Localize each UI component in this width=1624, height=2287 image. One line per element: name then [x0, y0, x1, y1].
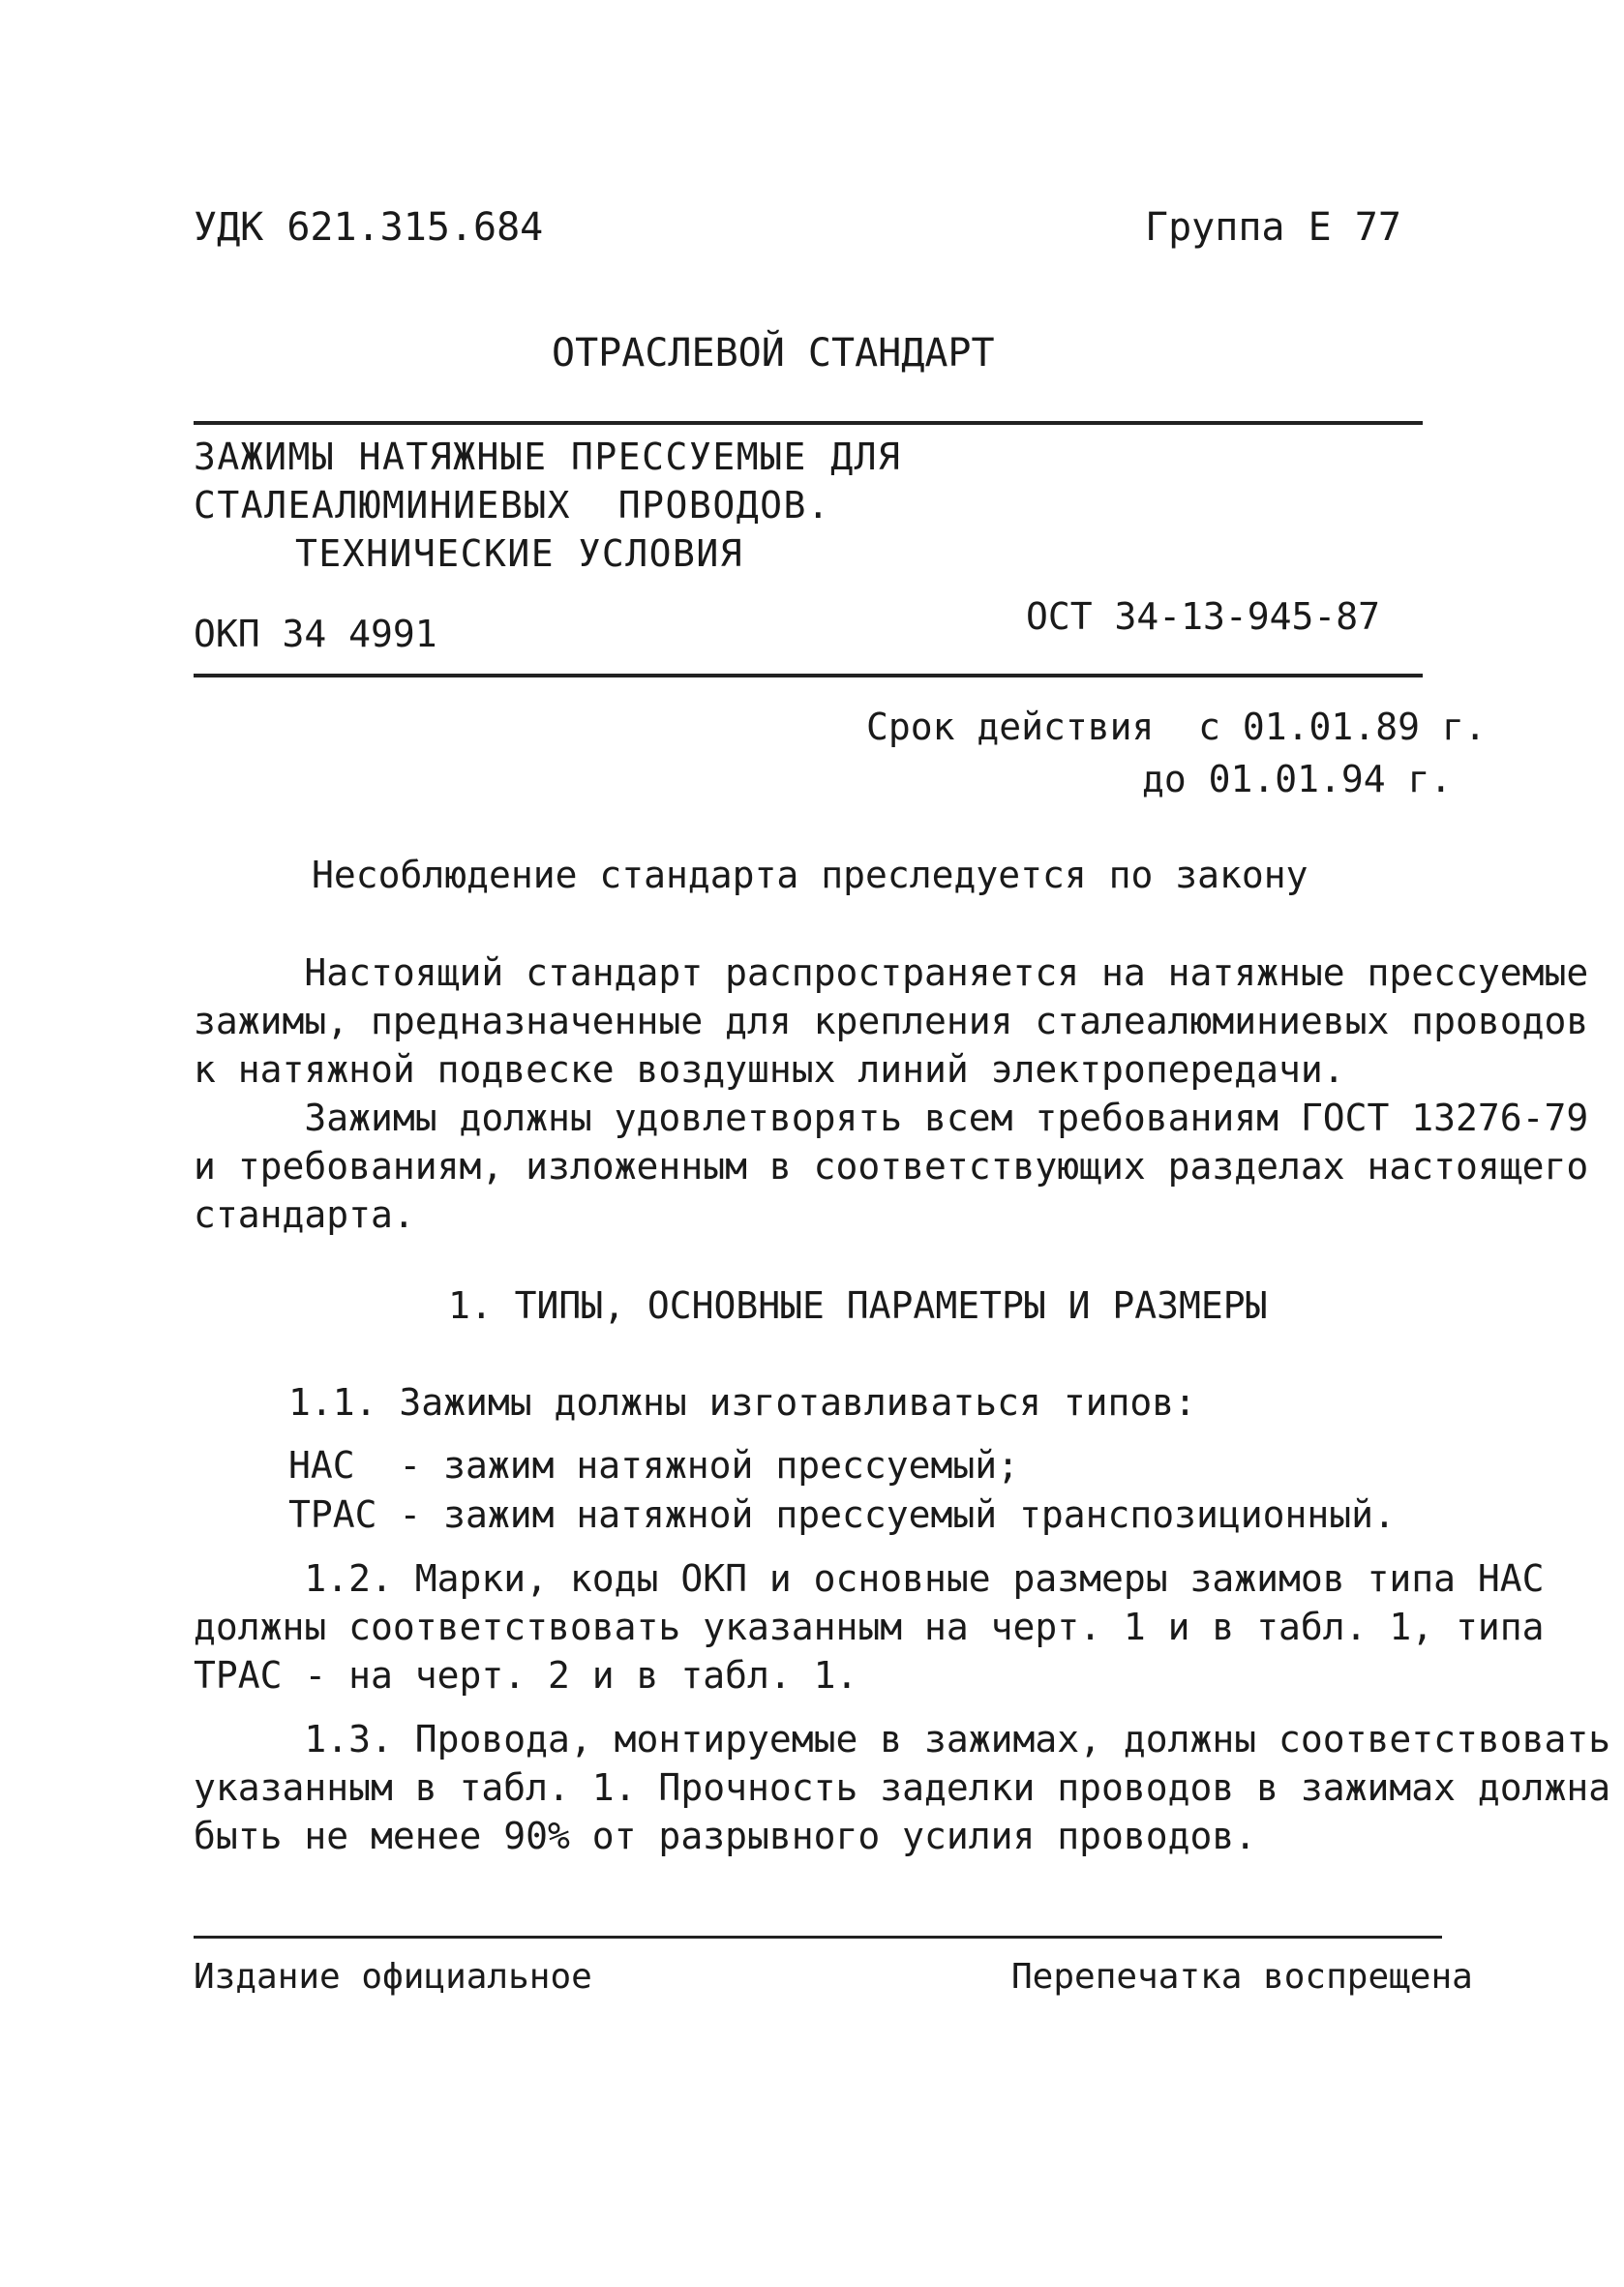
validity-to: до 01.01.94 г.: [1142, 758, 1453, 800]
udk-code: УДК 621.315.684: [194, 205, 544, 250]
footer-official: Издание официальное: [194, 1957, 592, 1997]
title-line-3: ТЕХНИЧЕСКИЕ УСЛОВИЯ: [295, 532, 744, 575]
intro-line: стандарта.: [194, 1193, 415, 1236]
mid-rule: [194, 674, 1423, 677]
validity-from: Срок действия с 01.01.89 г.: [866, 706, 1487, 748]
title-line-2: СТАЛЕАЛЮМИНИЕВЫХ ПРОВОДОВ.: [194, 484, 831, 527]
clause-1-3-line: указанным в табл. 1. Прочность заделки проводов в зажимах должна: [194, 1766, 1611, 1809]
legal-warning: Несоблюдение стандарта преследуется по закону: [312, 854, 1308, 896]
clause-1-3-line: быть не менее 90% от разрывного усилия проводов.: [194, 1815, 1257, 1857]
footer-rule: [194, 1936, 1442, 1939]
intro-line: Настоящий стандарт распространяется на натяжные прессуемые: [194, 951, 1589, 994]
clause-1-2-line: 1.2. Марки, коды ОКП и основные размеры зажимов типа НАС: [194, 1557, 1545, 1600]
title-line-1: ЗАЖИМЫ НАТЯЖНЫЕ ПРЕССУЕМЫЕ ДЛЯ: [194, 436, 902, 478]
okp-code: ОКП 34 4991: [194, 613, 437, 655]
clause-1-2-line: ТРАС - на черт. 2 и в табл. 1.: [194, 1654, 858, 1697]
intro-line: к натяжной подвеске воздушных линий электропередачи.: [194, 1048, 1345, 1091]
footer-reprint: Перепечатка воспрещена: [1011, 1957, 1473, 1997]
top-rule: [194, 421, 1423, 425]
section-heading: 1. ТИПЫ, ОСНОВНЫЕ ПАРАМЕТРЫ И РАЗМЕРЫ: [448, 1284, 1268, 1327]
intro-line: зажимы, предназначенные для крепления сталеалюминиевых проводов: [194, 1000, 1589, 1042]
intro-line: и требованиям, изложенным в соответствующих разделах настоящего: [194, 1145, 1589, 1188]
group-code: Группа Е 77: [1145, 205, 1401, 250]
standard-type: ОТРАСЛЕВОЙ СТАНДАРТ: [552, 331, 995, 376]
type-nas: НАС - зажим натяжной прессуемый;: [288, 1444, 1019, 1487]
clause-1-2-line: должны соответствовать указанным на черт. 1 и в табл. 1, типа: [194, 1606, 1545, 1648]
clause-1-3-line: 1.3. Провода, монтируемые в зажимах, должны соответствовать: [194, 1718, 1611, 1760]
intro-line: Зажимы должны удовлетворять всем требованиям ГОСТ 13276-79: [194, 1097, 1589, 1139]
clause-1-1: 1.1. Зажимы должны изготавливаться типов:: [288, 1381, 1196, 1424]
type-tras: ТРАС - зажим натяжной прессуемый транспозиционный.: [288, 1493, 1396, 1536]
ost-code: ОСТ 34-13-945-87: [1026, 595, 1381, 638]
